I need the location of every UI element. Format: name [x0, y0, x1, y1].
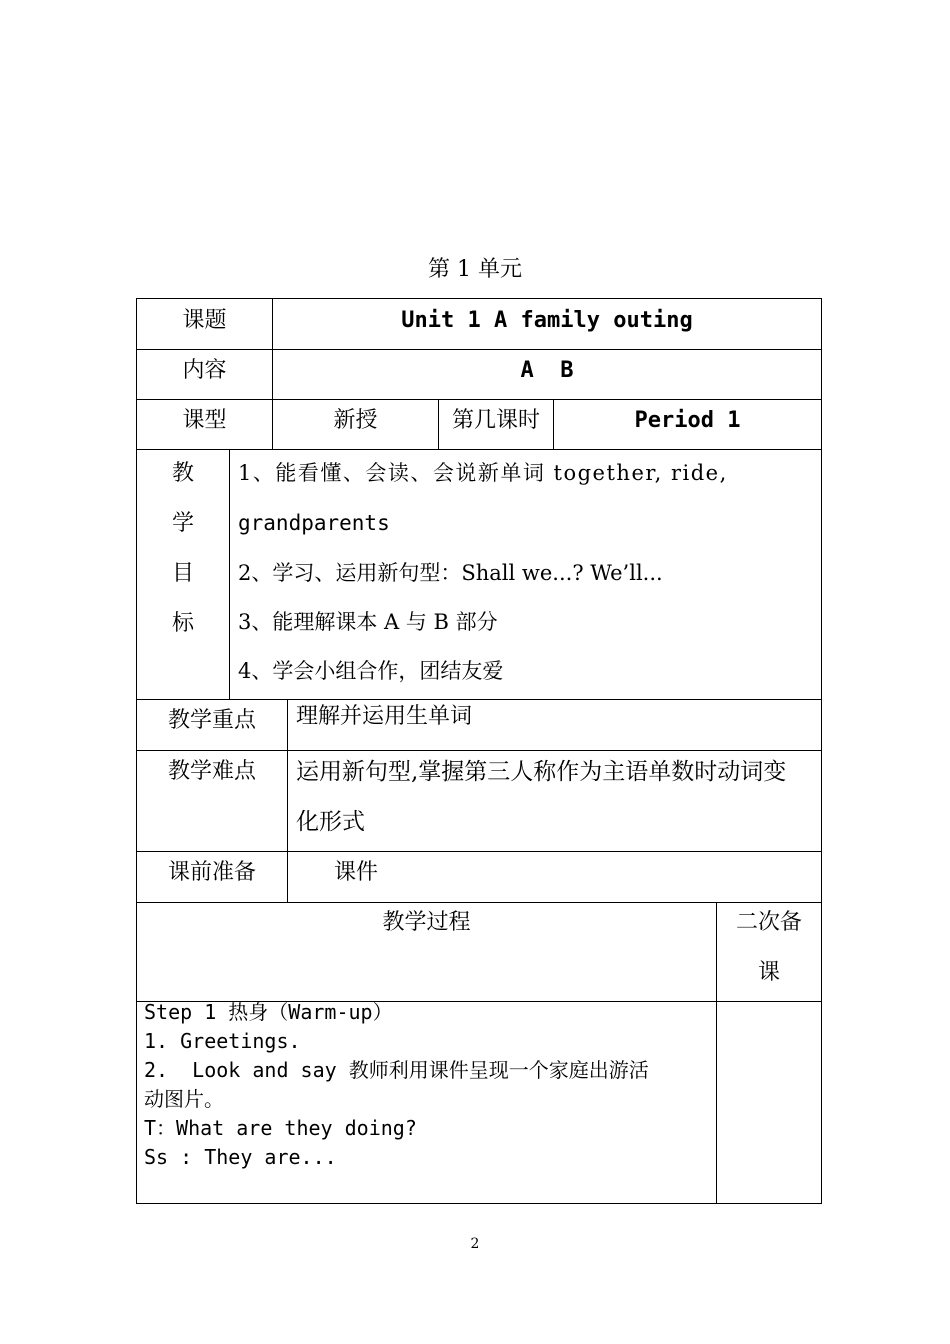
- goal-line-5: 4、学会小组合作，团结友爱: [238, 659, 504, 683]
- topic-label: 课题: [182, 308, 227, 333]
- period-label: 第几课时: [451, 408, 540, 433]
- goals-label: 教 学 目 标: [171, 461, 194, 636]
- preparation-label: 课前准备: [167, 860, 256, 885]
- goal-line-1: 1、能看懂、会读、会说新单词 together, ride,: [238, 461, 728, 485]
- topic-value: Unit 1 A family outing: [401, 308, 693, 333]
- goal-line-2: grandparents: [238, 511, 390, 535]
- period-value: Period 1: [634, 408, 741, 433]
- step-line-6: Ss : They are...: [144, 1145, 337, 1169]
- content-value: A B: [520, 358, 574, 383]
- goal-line-4: 3、能理解课本 A 与 B 部分: [238, 610, 498, 634]
- preparation-value: 课件: [334, 860, 379, 885]
- unit-heading: 第 1 单元: [428, 257, 522, 282]
- step-line-5: T：What are they doing?: [144, 1116, 417, 1140]
- key-points-value: 理解并运用生单词: [296, 704, 473, 729]
- second-prep-label-line-1: 二次备: [735, 910, 802, 935]
- second-prep-label-line-2: 课: [757, 960, 780, 985]
- type-label: 课型: [182, 408, 227, 433]
- step-line-2: 1. Greetings.: [144, 1029, 301, 1053]
- step-line-4: 动图片。: [144, 1087, 224, 1111]
- step-line-3: 2. Look and say 教师利用课件呈现一个家庭出游活: [144, 1058, 649, 1082]
- key-points-label: 教学重点: [167, 708, 256, 733]
- difficulties-line-2: 化形式: [296, 809, 365, 835]
- difficulties-line-1: 运用新句型,掌握第三人称作为主语单数时动词变: [296, 759, 787, 785]
- step-line-1: Step 1 热身（Warm-up）: [144, 1000, 393, 1024]
- difficulties-label: 教学难点: [167, 759, 256, 784]
- content-label: 内容: [182, 358, 227, 383]
- process-label: 教学过程: [382, 910, 471, 935]
- goal-line-3: 2、学习、运用新句型：Shall we...? We’ll...: [238, 561, 663, 585]
- type-value: 新授: [333, 408, 378, 433]
- page-number: 2: [470, 1236, 480, 1252]
